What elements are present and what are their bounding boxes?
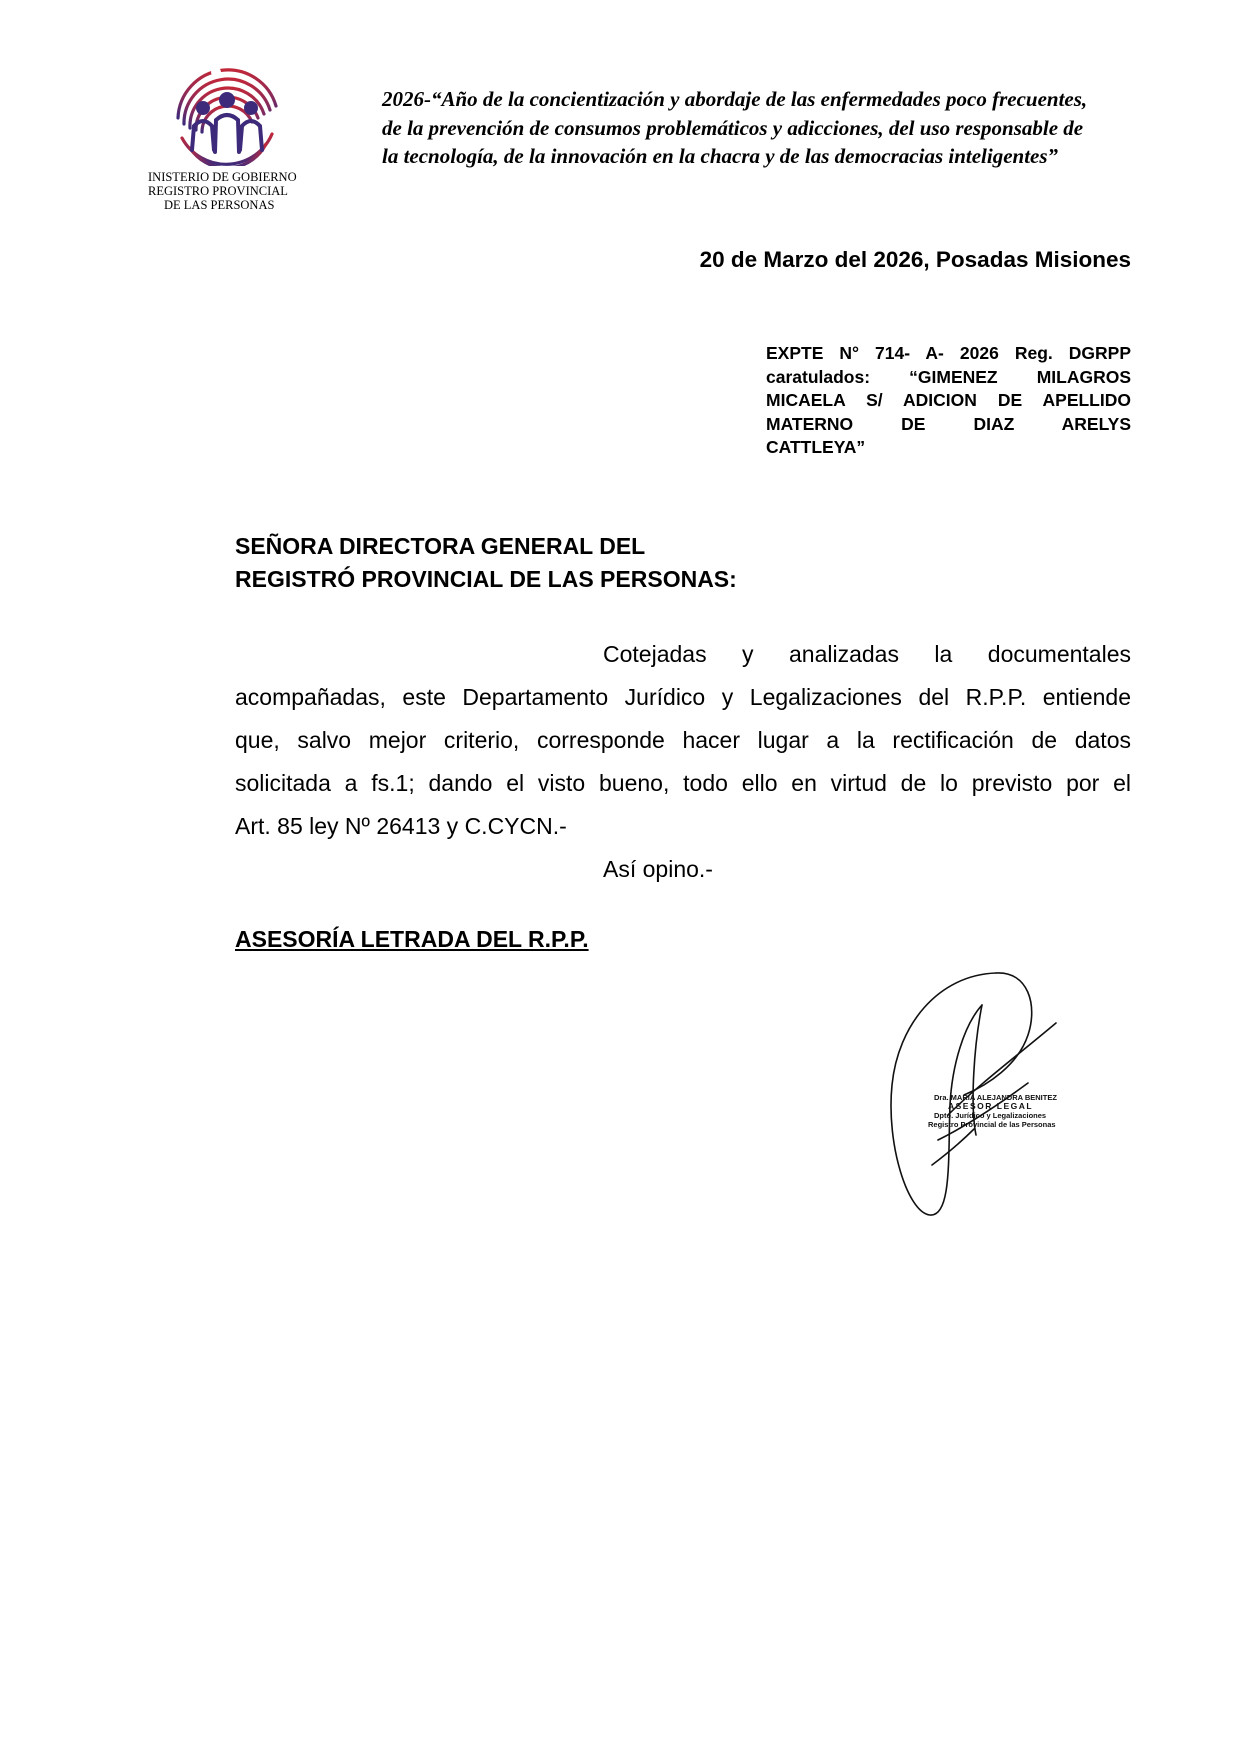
signoff-heading: ASESORÍA LETRADA DEL R.P.P. bbox=[235, 926, 589, 952]
motto-line: la tecnología, de la innovación en la chacra y de las democracias inteligentes” bbox=[382, 144, 1059, 168]
case-reference-line: MATERNO DE DIAZ ARELYS bbox=[766, 413, 1131, 434]
institution-line: INISTERIO DE GOBIERNO bbox=[148, 170, 297, 184]
motto-line: de la prevención de consumos problemáticos y adicciones, del uso responsable de bbox=[382, 115, 1084, 140]
stamp-name: Dra. MARIA ALEJANDRA BENITEZ bbox=[934, 1093, 1057, 1102]
date-place-line: 20 de Marzo del 2026, Posadas Misiones bbox=[699, 247, 1131, 272]
stamp-dept: Dpto. Jurídico y Legalizaciones bbox=[934, 1111, 1047, 1120]
signature-stamp bbox=[928, 1093, 1068, 1129]
body-line: que, salvo mejor criterio, corresponde hacer lugar a la rectificación de datos bbox=[235, 727, 1131, 753]
closing-line: Así opino.- bbox=[603, 856, 713, 882]
case-reference-line: CATTLEYA” bbox=[766, 437, 866, 457]
addressee-line: REGISTRÓ PROVINCIAL DE LAS PERSONAS: bbox=[235, 566, 737, 592]
motto-line: 2026-“Año de la concientización y abordaje de las enfermedades poco frecuentes, bbox=[382, 87, 1088, 111]
case-reference-line: MICAELA S/ ADICION DE APELLIDO bbox=[766, 390, 1131, 410]
addressee-line: SEÑORA DIRECTORA GENERAL DEL bbox=[235, 533, 646, 559]
opinion-body bbox=[235, 633, 1131, 891]
registry-logo bbox=[168, 48, 286, 166]
body-line: solicitada a fs.1; dando el visto bueno, todo ello en virtud de lo previsto por el bbox=[235, 770, 1131, 796]
case-reference-line: EXPTE N° 714- A- 2026 Reg. DGRPP bbox=[766, 343, 1131, 363]
case-reference-line: caratulados: “GIMENEZ MILAGROS bbox=[766, 366, 1131, 387]
institution-line: DE LAS PERSONAS bbox=[164, 198, 275, 212]
stamp-office: Registro Provincial de las Personas bbox=[928, 1120, 1056, 1129]
institution-name bbox=[148, 170, 318, 212]
body-line: Art. 85 ley Nº 26413 y C.CYCN.- bbox=[235, 813, 567, 839]
stamp-title: ASESOR LEGAL bbox=[948, 1101, 1034, 1111]
case-reference bbox=[766, 342, 1131, 460]
addressee bbox=[235, 530, 737, 596]
year-motto bbox=[382, 85, 1157, 171]
body-line: Cotejadas y analizadas la documentales bbox=[603, 641, 1131, 667]
institution-line: REGISTRO PROVINCIAL bbox=[148, 184, 288, 198]
body-line: acompañadas, este Departamento Jurídico y Legalizaciones del R.P.P. entiende bbox=[235, 684, 1131, 710]
